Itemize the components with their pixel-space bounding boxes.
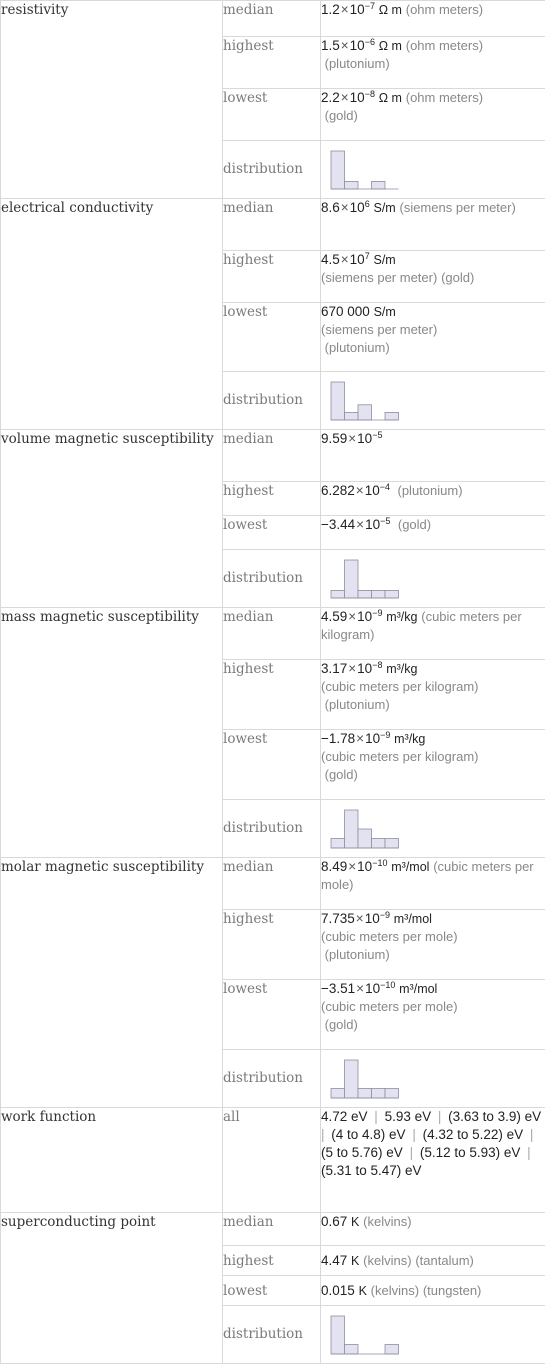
prop-label-superconducting: superconducting point (1, 1213, 223, 1364)
sub-label-distribution: distribution (223, 1050, 321, 1108)
histogram-bar (345, 560, 359, 598)
mass-mag-histogram (321, 800, 545, 858)
sub-label-lowest: lowest (223, 1276, 321, 1306)
sub-label-lowest: lowest (223, 89, 321, 141)
prop-label-resistivity: resistivity (1, 1, 223, 199)
work-function-value: (5.12 to 5.93) eV (419, 1145, 521, 1160)
molar-mag-median: $8.49\times 10^{-10}$ m³/mol (cubic meters per mole) (321, 858, 545, 910)
supercond-histogram (321, 1306, 545, 1364)
vol-mag-lowest: $-3.44\times 10^{-5}$ (gold) (321, 516, 545, 550)
prop-label-work-function: work function (1, 1108, 223, 1213)
mass-mag-lowest: $-1.78\times 10^{-9}$ m³/kg (cubic meters per kilogram) (gold) (321, 730, 545, 800)
histogram-bar (331, 382, 345, 420)
histogram-bar (372, 590, 386, 598)
resistivity-histogram (321, 141, 545, 199)
histogram-bar (385, 590, 399, 598)
histogram-bar (331, 1089, 345, 1099)
resistivity-highest: $1.5\times 10^{-6}$ Ω m (ohm meters) (plutonium) (321, 37, 545, 89)
histogram-bar (345, 412, 359, 420)
mass-mag-median: $4.59\times 10^{-9}$ m³/kg (cubic meters per kilogram) (321, 608, 545, 660)
histogram-bar (345, 810, 359, 848)
histogram-bar (358, 590, 372, 598)
sub-label-distribution: distribution (223, 800, 321, 858)
sub-label-median: median (223, 1, 321, 37)
supercond-highest: 4.47 K (kelvins) (tantalum) (321, 1246, 545, 1276)
sub-label-highest: highest (223, 482, 321, 516)
sub-label-lowest: lowest (223, 303, 321, 372)
sub-label-highest: highest (223, 910, 321, 980)
supercond-lowest: 0.015 K (kelvins) (tungsten) (321, 1276, 545, 1306)
vol-mag-histogram (321, 550, 545, 608)
sub-label-distribution: distribution (223, 1306, 321, 1364)
molar-mag-lowest: $-3.51\times 10^{-10}$ m³/mol (cubic meters per mole) (gold) (321, 980, 545, 1050)
histogram-bar (345, 1345, 359, 1355)
histogram-bar (331, 1316, 345, 1354)
histogram-bar (385, 412, 399, 420)
histogram-bar (331, 151, 345, 189)
conductivity-median: $8.6\times 10^6$ S/m (siemens per meter) (321, 199, 545, 251)
sub-label-median: median (223, 1213, 321, 1246)
conductivity-histogram (321, 372, 545, 430)
histogram-bar (358, 405, 372, 420)
vol-mag-median: $9.59\times 10^{-5}$ (321, 430, 545, 482)
histogram-bar (385, 1089, 399, 1099)
vol-mag-highest: $6.282\times 10^{-4}$ (plutonium) (321, 482, 545, 516)
work-function-value: 4.72 eV (321, 1109, 368, 1124)
conductivity-lowest: 670 000 S/m (siemens per meter) (plutonium) (321, 303, 545, 372)
histogram-bar (372, 181, 386, 189)
sub-label-distribution: distribution (223, 141, 321, 199)
prop-label-volume-magnetic: volume magnetic susceptibility (1, 430, 223, 608)
histogram-bar (345, 181, 359, 189)
histogram-bar (358, 1089, 372, 1099)
resistivity-lowest: $2.2\times 10^{-8}$ Ω m (ohm meters) (gold) (321, 89, 545, 141)
prop-label-molar-magnetic: molar magnetic susceptibility (1, 858, 223, 1108)
sub-label-median: median (223, 430, 321, 482)
sub-label-distribution: distribution (223, 550, 321, 608)
sub-label-highest: highest (223, 1246, 321, 1276)
separator: | (434, 1109, 446, 1124)
supercond-median: 0.67 K (kelvins) (321, 1213, 545, 1246)
sub-label-highest: highest (223, 37, 321, 89)
sub-label-lowest: lowest (223, 516, 321, 550)
histogram-bar (331, 839, 345, 849)
molar-mag-highest: $7.735\times 10^{-9}$ m³/mol (cubic meters per mole) (plutonium) (321, 910, 545, 980)
separator: | (405, 1145, 417, 1160)
histogram-bar (372, 839, 386, 849)
histogram-bar (385, 1345, 399, 1355)
conductivity-highest: $4.5\times 10^7$ S/m (siemens per meter) (gold) (321, 251, 545, 303)
prop-label-mass-magnetic: mass magnetic susceptibility (1, 608, 223, 858)
mass-mag-highest: $3.17\times 10^{-8}$ m³/kg (cubic meters per kilogram) (plutonium) (321, 660, 545, 730)
sub-label-median: median (223, 199, 321, 251)
sub-label-distribution: distribution (223, 372, 321, 430)
histogram-bar (331, 590, 345, 598)
work-function-value: (5 to 5.76) eV (321, 1145, 403, 1160)
prop-label-conductivity: electrical conductivity (1, 199, 223, 430)
histogram-bar (358, 829, 372, 848)
work-function-value: (3.63 to 3.9) eV (448, 1109, 542, 1124)
molar-mag-histogram (321, 1050, 545, 1108)
sub-label-all: all (223, 1108, 321, 1213)
sub-label-median: median (223, 608, 321, 660)
separator: | (370, 1109, 382, 1124)
separator: | (523, 1145, 531, 1160)
sub-label-lowest: lowest (223, 980, 321, 1050)
histogram-bar (372, 1089, 386, 1099)
work-function-value: (4.32 to 5.22) eV (422, 1127, 524, 1142)
resistivity-median: $1.2\times 10^{-7}$ Ω m (ohm meters) (321, 1, 545, 37)
sub-label-highest: highest (223, 660, 321, 730)
work-function-value: (5.31 to 5.47) eV (321, 1163, 422, 1178)
sub-label-lowest: lowest (223, 730, 321, 800)
histogram-bar (345, 1060, 359, 1098)
separator: | (526, 1127, 534, 1142)
separator: | (321, 1127, 329, 1142)
histogram-bar (385, 839, 399, 849)
work-function-values (321, 1108, 545, 1213)
sub-label-median: median (223, 858, 321, 910)
separator: | (408, 1127, 420, 1142)
work-function-value: 5.93 eV (384, 1109, 432, 1124)
work-function-value: (4 to 4.8) eV (331, 1127, 406, 1142)
sub-label-highest: highest (223, 251, 321, 303)
